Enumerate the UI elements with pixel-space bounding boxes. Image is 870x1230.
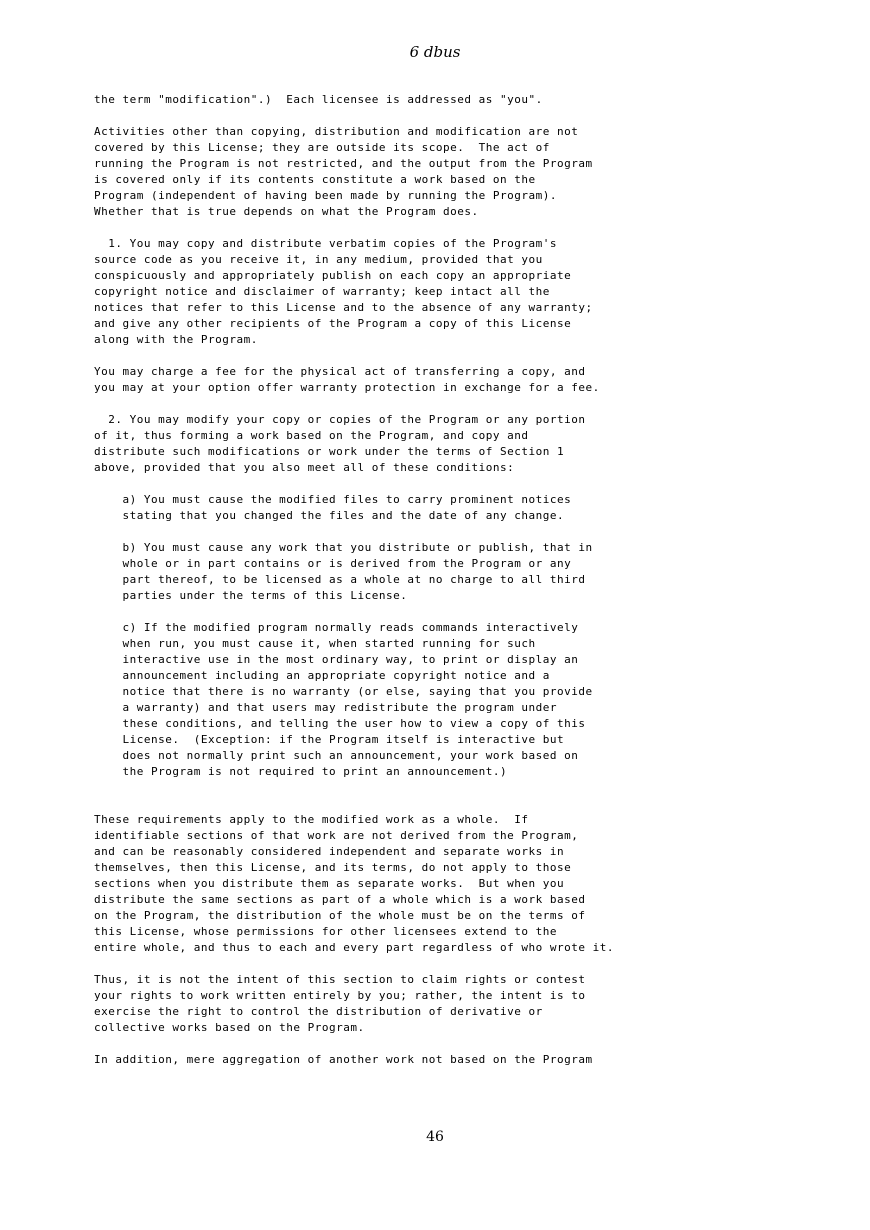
text-line: sections when you distribute them as separate works. But when you <box>94 877 565 890</box>
text-line: these conditions, and telling the user how to view a copy of this <box>94 717 586 730</box>
text-line: and can be reasonably considered independent and separate works in <box>94 845 565 858</box>
text-line: notice that there is no warranty (or else, saying that you provide <box>94 685 593 698</box>
text-line: when run, you must cause it, when started running for such <box>94 637 536 650</box>
text-line: running the Program is not restricted, and the output from the Program <box>94 157 593 170</box>
blank-line <box>94 796 794 812</box>
text-line: Activities other than copying, distribution and modification are not <box>94 125 579 138</box>
text-line: License. (Exception: if the Program itself is interactive but <box>94 733 565 746</box>
text-line: part thereof, to be licensed as a whole at no charge to all third <box>94 573 586 586</box>
text-line: Program (independent of having been made by running the Program). <box>94 189 557 202</box>
text-line: Whether that is true depends on what the Program does. <box>94 205 479 218</box>
text-line: identifiable sections of that work are not derived from the Program, <box>94 829 579 842</box>
blank-line <box>94 524 794 540</box>
text-line: themselves, then this License, and its terms, do not apply to those <box>94 861 572 874</box>
text-line: interactive use in the most ordinary way, to print or display an <box>94 653 579 666</box>
license-text-block <box>94 92 794 1068</box>
text-line: of it, thus forming a work based on the Program, and copy and <box>94 429 529 442</box>
blank-line <box>94 956 794 972</box>
blank-line <box>94 220 794 236</box>
text-line: exercise the right to control the distribution of derivative or <box>94 1005 543 1018</box>
text-line: whole or in part contains or is derived from the Program or any <box>94 557 572 570</box>
text-line: the Program is not required to print an announcement.) <box>94 765 508 778</box>
text-line: a warranty) and that users may redistribute the program under <box>94 701 557 714</box>
text-line: does not normally print such an announcement, your work based on <box>94 749 579 762</box>
text-line: the term "modification".) Each licensee is addressed as "you". <box>94 93 543 106</box>
text-line: on the Program, the distribution of the whole must be on the terms of <box>94 909 586 922</box>
text-line: is covered only if its contents constitute a work based on the <box>94 173 536 186</box>
text-line: this License, whose permissions for other licensees extend to the <box>94 925 557 938</box>
blank-line <box>94 604 794 620</box>
running-header: 6 dbus <box>409 43 461 61</box>
text-line: distribute such modifications or work under the terms of Section 1 <box>94 445 565 458</box>
text-line: Thus, it is not the intent of this section to claim rights or contest <box>94 973 586 986</box>
text-line: stating that you changed the files and the date of any change. <box>94 509 565 522</box>
text-line: distribute the same sections as part of a whole which is a work based <box>94 893 586 906</box>
text-line: notices that refer to this License and to the absence of any warranty; <box>94 301 593 314</box>
blank-line <box>94 780 794 796</box>
text-line: a) You must cause the modified files to carry prominent notices <box>94 493 572 506</box>
text-line: source code as you receive it, in any medium, provided that you <box>94 253 543 266</box>
text-line: 2. You may modify your copy or copies of the Program or any portion <box>94 413 586 426</box>
text-line: covered by this License; they are outside its scope. The act of <box>94 141 550 154</box>
text-line: entire whole, and thus to each and every part regardless of who wrote it. <box>94 941 614 954</box>
text-line: parties under the terms of this License. <box>94 589 408 602</box>
text-line: along with the Program. <box>94 333 258 346</box>
text-line: above, provided that you also meet all of these conditions: <box>94 461 515 474</box>
blank-line <box>94 476 794 492</box>
text-line: copyright notice and disclaimer of warranty; keep intact all the <box>94 285 550 298</box>
text-line: and give any other recipients of the Program a copy of this License <box>94 317 572 330</box>
text-line: you may at your option offer warranty protection in exchange for a fee. <box>94 381 600 394</box>
text-line: These requirements apply to the modified work as a whole. If <box>94 813 529 826</box>
text-line: b) You must cause any work that you distribute or publish, that in <box>94 541 593 554</box>
page-number: 46 <box>426 1129 444 1145</box>
text-line: You may charge a fee for the physical act of transferring a copy, and <box>94 365 586 378</box>
blank-line <box>94 108 794 124</box>
blank-line <box>94 396 794 412</box>
text-line: 1. You may copy and distribute verbatim copies of the Program's <box>94 237 557 250</box>
blank-line <box>94 348 794 364</box>
text-line: In addition, mere aggregation of another work not based on the Program <box>94 1053 593 1066</box>
text-line: collective works based on the Program. <box>94 1021 365 1034</box>
text-line: your rights to work written entirely by you; rather, the intent is to <box>94 989 586 1002</box>
text-line: c) If the modified program normally reads commands interactively <box>94 621 579 634</box>
text-line: announcement including an appropriate copyright notice and a <box>94 669 550 682</box>
text-line: conspicuously and appropriately publish on each copy an appropriate <box>94 269 572 282</box>
blank-line <box>94 1036 794 1052</box>
